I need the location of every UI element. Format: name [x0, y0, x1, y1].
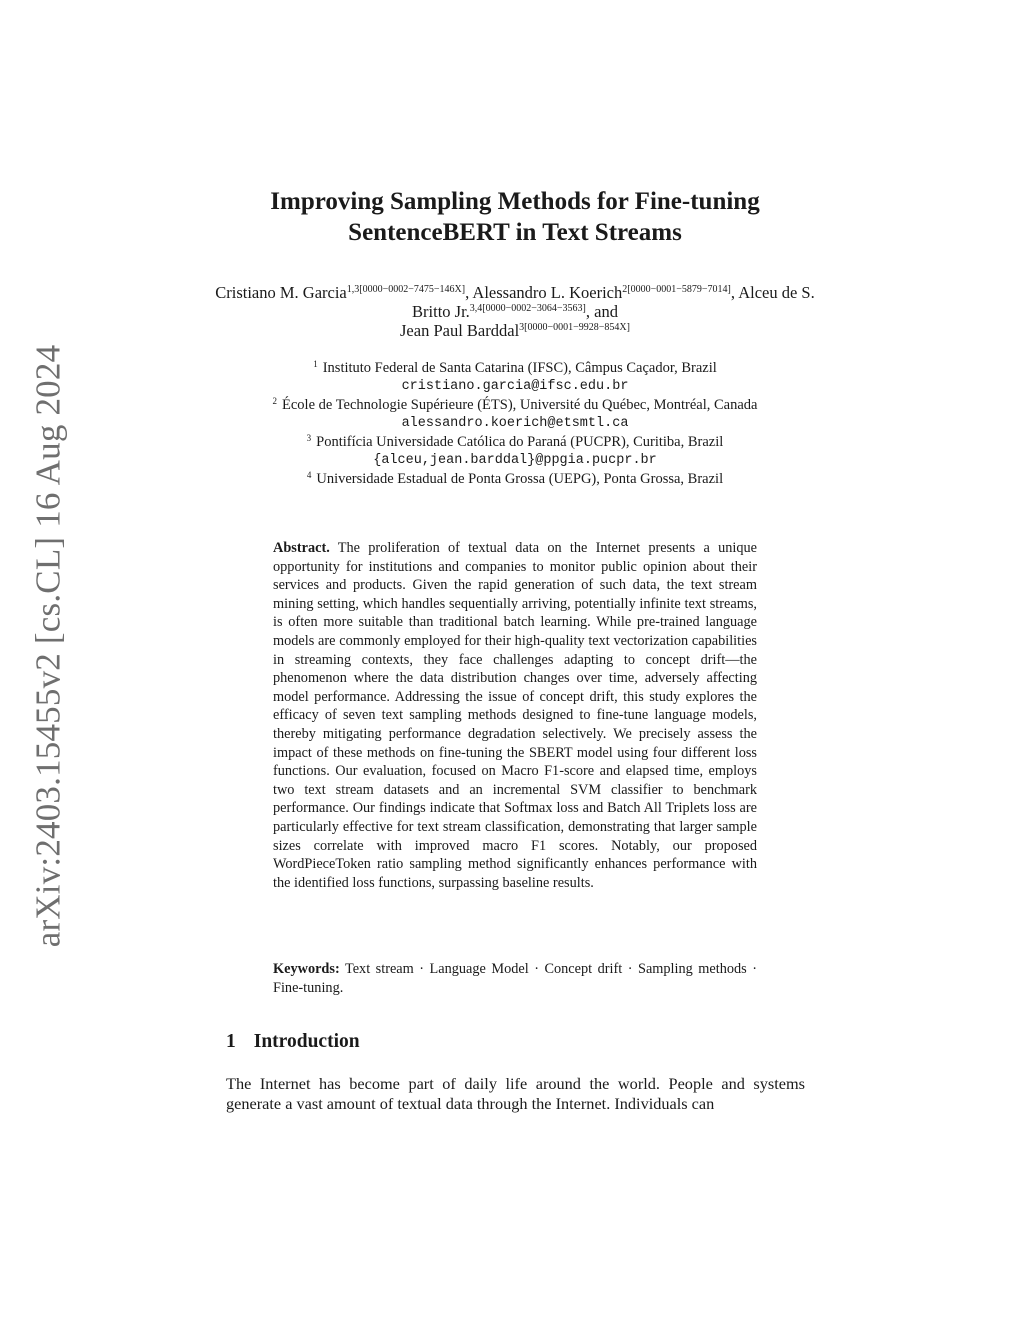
introduction-paragraph: The Internet has become part of daily life around the world. People and systems generate a vast amount of textual data through the Internet. Individuals can: [226, 1074, 805, 1113]
author-separator: ,: [730, 283, 739, 302]
author-name: Cristiano M. Garcia: [215, 283, 347, 302]
affiliation-number: 4: [306, 470, 312, 480]
affiliation-text: École de Technologie Supérieure (ÉTS), Université du Québec, Montréal, Canada: [282, 397, 758, 413]
author-list: [215, 283, 815, 340]
title-line-1: Improving Sampling Methods for Fine-tuning: [270, 188, 760, 215]
abstract-text: The proliferation of textual data on the Internet presents a unique opportunity for institutions and companies to monitor public opinion about their services and products. Given the rapid generation of such data, the text stream mining setting, which handles sequentially arriving, potentially infinite text streams, is often more suitable than traditional batch learning. While pre-trained language models are commonly employed for their high-quality text vectorization capabilities in streaming contexts, they face challenges adapting to concept drift—the phenomenon where the data distribution changes over time, adversely affecting model performance. Addressing the issue of concept drift, this study explores the efficacy of seven text sampling methods designed to fine-tune language models, thereby mitigating performance degradation selectively. We precisely assess the impact of these methods on fine-tuning the SBERT model using four different loss functions. Our evaluation, focused on Macro F1-score and elapsed time, employs two text stream datasets and an incremental SVM classifier to benchmark performance. Our findings indicate that Softmax loss and Batch All Triplets loss are particularly effective for text stream classification, demonstrating that larger sample sizes correlate with improved macro F1 scores. Notably, our proposed WordPieceToken ratio sampling method significantly enhances performance with the identified loss functions, surpassing baseline results.: [273, 540, 757, 891]
author-affiliation-orcid: 2[0000−0001−5879−7014]: [622, 284, 731, 295]
affiliation-email: {alceu,jean.barddal}@ppgia.pucpr.br: [373, 452, 657, 468]
abstract-label: Abstract.: [273, 540, 330, 556]
abstract: [273, 539, 757, 892]
section-number: 1: [226, 1031, 236, 1052]
author-separator: , and: [585, 302, 618, 321]
arxiv-side-stamp: [25, 344, 71, 948]
author-name: Alessandro L. Koerich: [472, 283, 623, 302]
author-affiliation-orcid: 1,3[0000−0002−7475−146X]: [346, 284, 466, 295]
affiliation-item: [215, 470, 815, 489]
keywords-label: Keywords:: [273, 961, 340, 977]
affiliation-text: Universidade Estadual de Ponta Grossa (UEPG), Ponta Grossa, Brazil: [316, 471, 724, 487]
affiliation-text: Pontifícia Universidade Católica do Paraná (PUCPR), Curitiba, Brazil: [316, 434, 724, 450]
author-affiliation-orcid: 3[0000−0001−9928−854X]: [519, 322, 630, 333]
author-affiliation-orcid: 3,4[0000−0002−3064−3563]: [469, 303, 586, 314]
affiliation-email: cristiano.garcia@ifsc.edu.br: [401, 378, 629, 394]
author-separator: ,: [465, 283, 473, 302]
affiliation-number: 2: [272, 396, 278, 406]
affiliation-email: alessandro.koerich@etsmtl.ca: [401, 415, 629, 431]
affiliation-number: 1: [313, 359, 318, 369]
affiliation-item: [215, 396, 815, 415]
title-line-2: SentenceBERT in Text Streams: [348, 219, 682, 246]
keywords-text: Text stream · Language Model · Concept drift · Sampling methods · Fine-tuning.: [273, 961, 757, 996]
section-heading: [226, 1030, 360, 1054]
affiliation-item: [215, 433, 815, 452]
arxiv-identifier: arXiv:2403.15455v2 [cs.CL] 16 Aug 2024: [28, 344, 67, 948]
author-name: Jean Paul Barddal: [400, 321, 520, 340]
affiliation-number: 3: [306, 433, 312, 443]
affiliation-text: Instituto Federal de Santa Catarina (IFSC), Câmpus Caçador, Brazil: [322, 360, 717, 376]
keywords: [273, 960, 757, 997]
affiliation-item: [215, 359, 815, 378]
section-title: Introduction: [253, 1031, 360, 1052]
author-name: Alceu de S. Britto Jr.: [412, 283, 815, 321]
paper-title: [200, 186, 830, 248]
affiliations: [215, 359, 815, 489]
